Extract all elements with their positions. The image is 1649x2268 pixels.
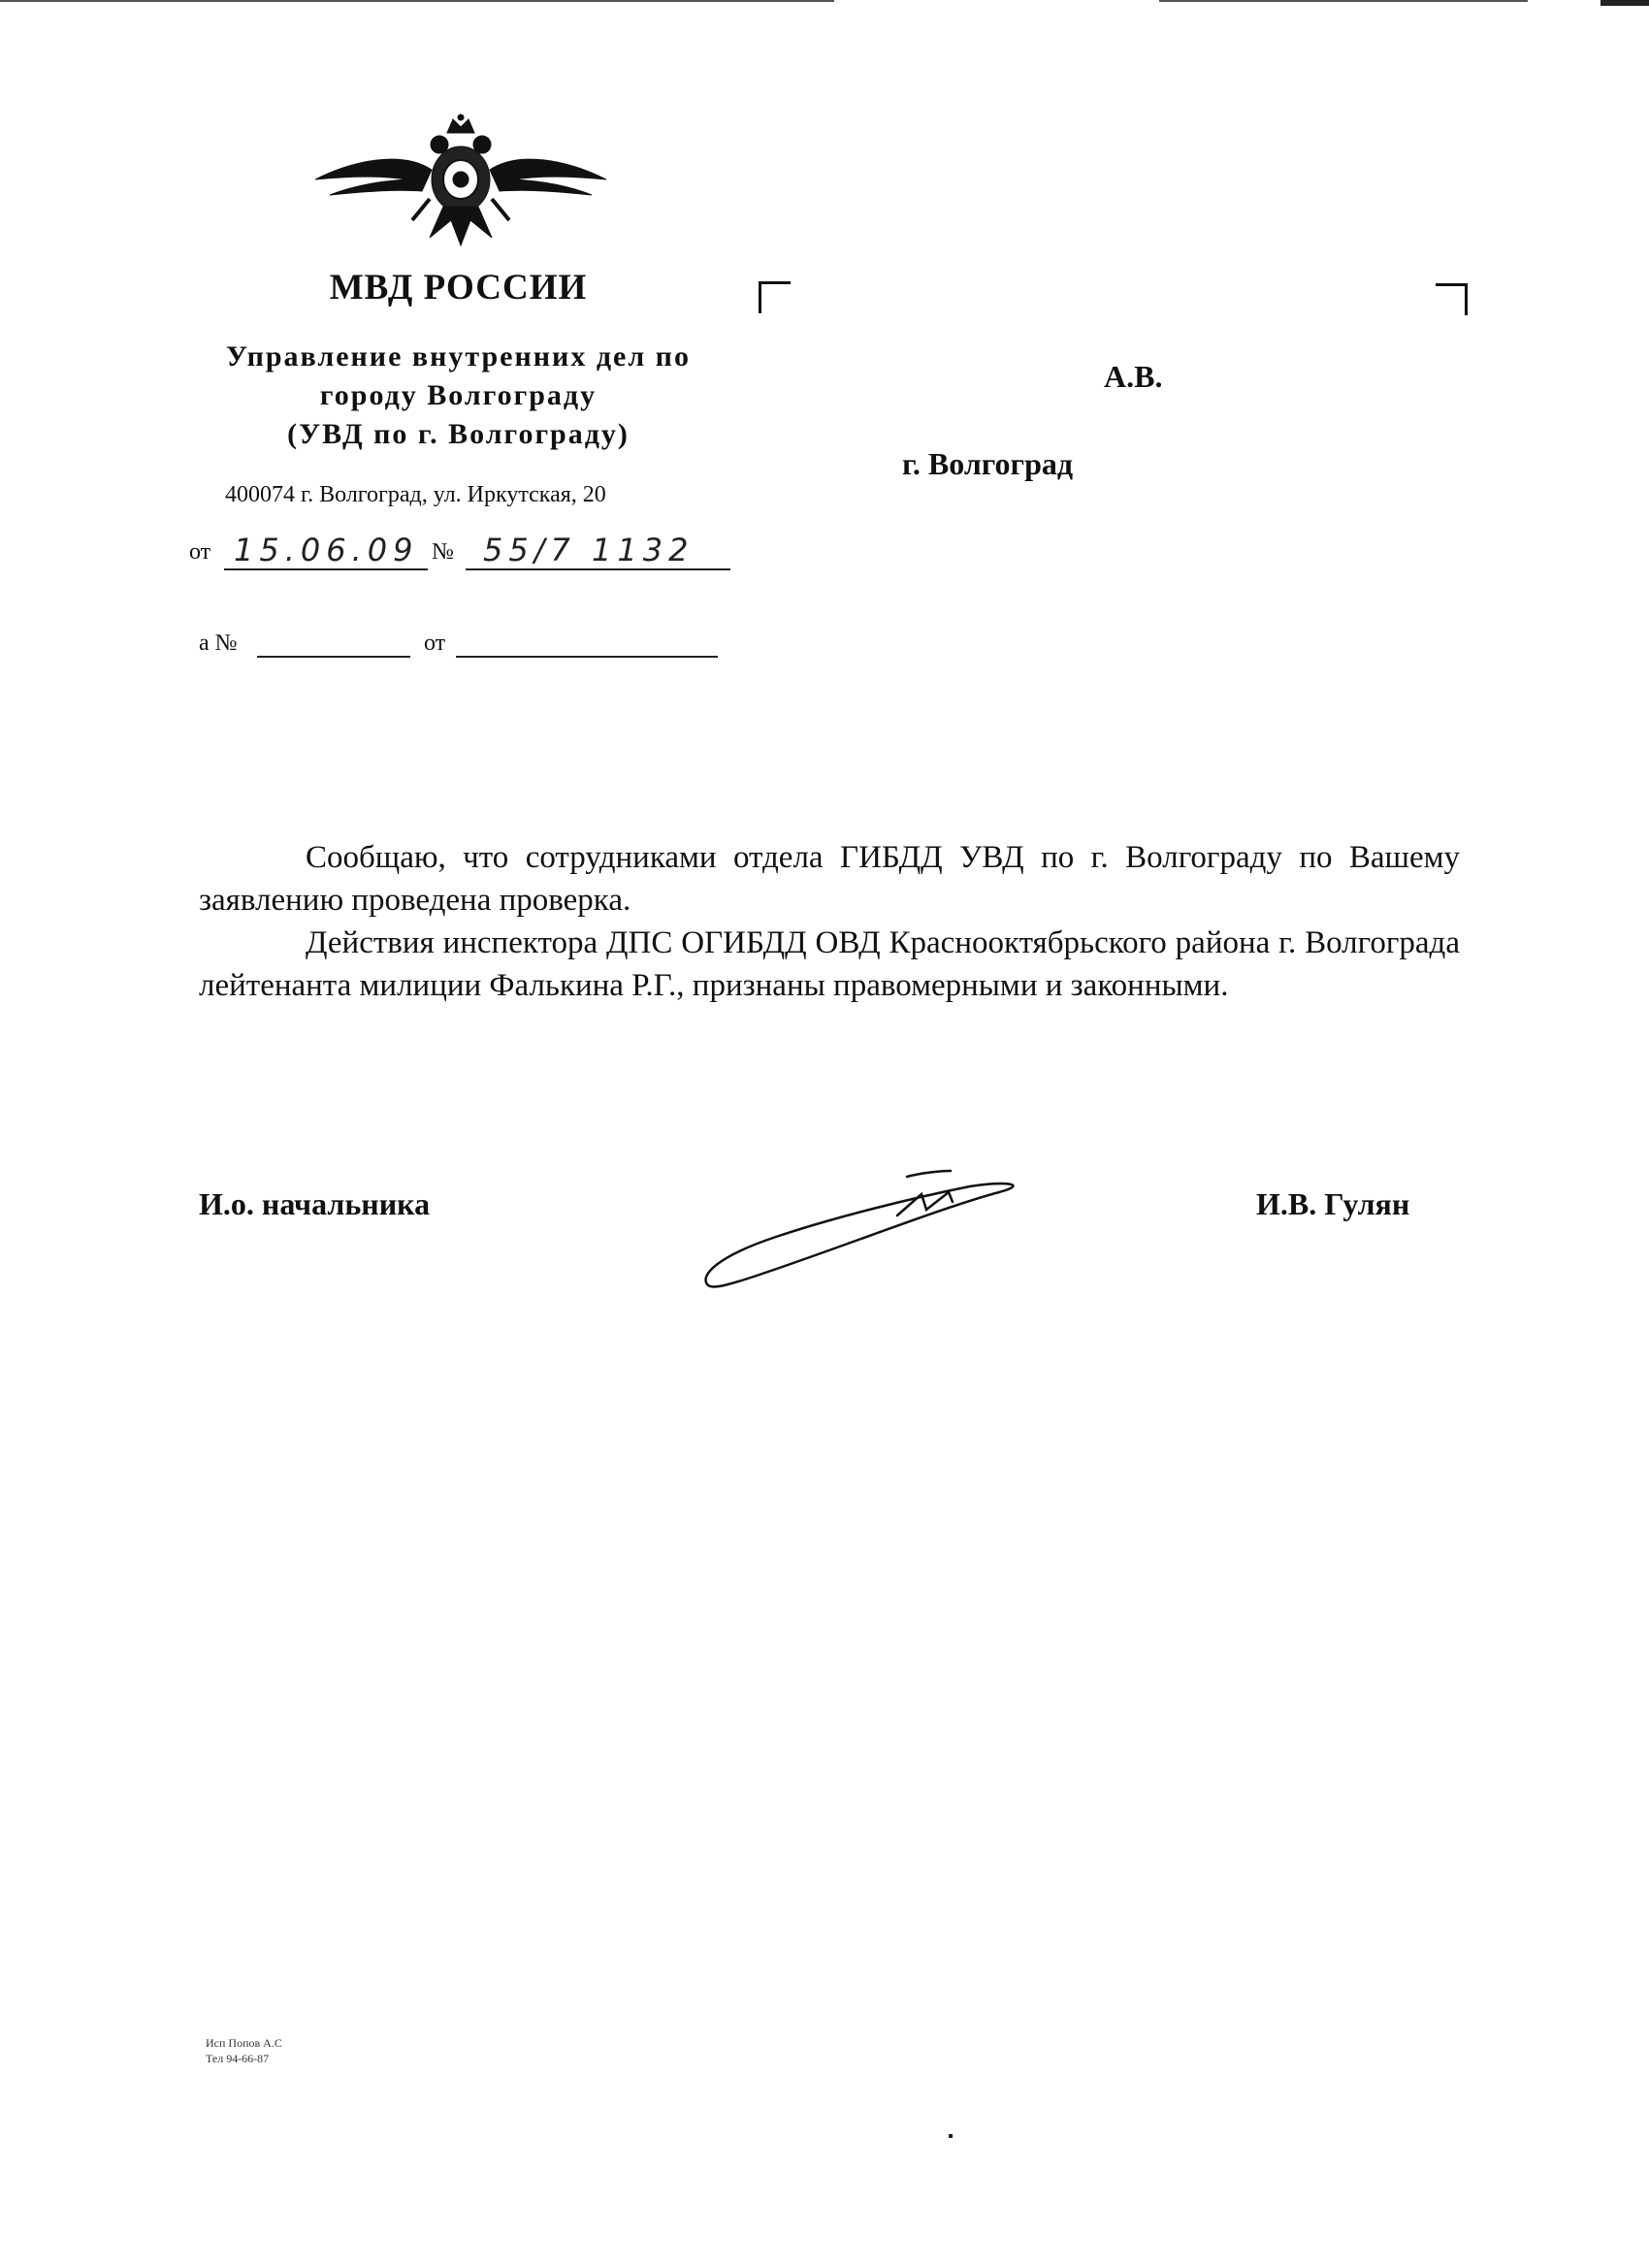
date-field: 15.06.09 — [224, 532, 428, 570]
department-line: Управление внутренних дел по — [226, 340, 691, 373]
executor-name: Исп Попов А.С — [206, 2036, 282, 2050]
addressee-name: А.В. — [1104, 359, 1163, 394]
org-title: МВД РОССИИ — [329, 268, 588, 308]
executor-phone: Тел 94-66-87 — [206, 2052, 270, 2065]
number-prefix: № — [432, 539, 454, 565]
scan-speck — [949, 2134, 953, 2138]
signatory-name: И.В. Гулян — [1256, 1186, 1410, 1221]
letter-body — [199, 836, 1460, 1007]
reply-date-prefix: от — [424, 631, 446, 656]
scan-edge-line — [1159, 0, 1528, 2]
signatory-title: И.о. начальника — [199, 1186, 431, 1221]
mvd-emblem-icon — [315, 112, 606, 257]
department-name — [155, 338, 761, 454]
scan-speck — [1600, 0, 1649, 6]
incoming-reference — [199, 631, 723, 660]
addressee-city: г. Волгоград — [902, 446, 1074, 481]
date-prefix: от — [189, 539, 211, 565]
number-field: 55/7 1132 — [466, 532, 730, 570]
reply-date-blank — [456, 656, 718, 658]
reply-number-prefix: а № — [199, 631, 238, 656]
reply-number-blank — [257, 656, 410, 658]
addressee-bracket-left — [759, 281, 791, 313]
handwritten-signature — [689, 1159, 1038, 1305]
outgoing-reference — [189, 532, 723, 570]
org-address: 400074 г. Волгоград, ул. Иркутская, 20 — [225, 482, 606, 507]
body-paragraph: Сообщаю, что сотрудниками отдела ГИБДД УВД по г. Волгограду по Вашему заявлению проведена проверка. — [199, 840, 1460, 918]
department-line: (УВД по г. Волгограду) — [287, 418, 630, 450]
addressee-bracket-right — [1436, 283, 1468, 315]
executor-info — [206, 2035, 282, 2066]
scan-edge-line — [0, 0, 834, 2]
department-line: городу Волгограду — [319, 379, 598, 411]
body-paragraph: Действия инспектора ДПС ОГИБДД ОВД Краснооктябрьского района г. Волгограда лейтенанта милиции Фалькина Р.Г., признаны правомерными и законными. — [199, 925, 1460, 1003]
